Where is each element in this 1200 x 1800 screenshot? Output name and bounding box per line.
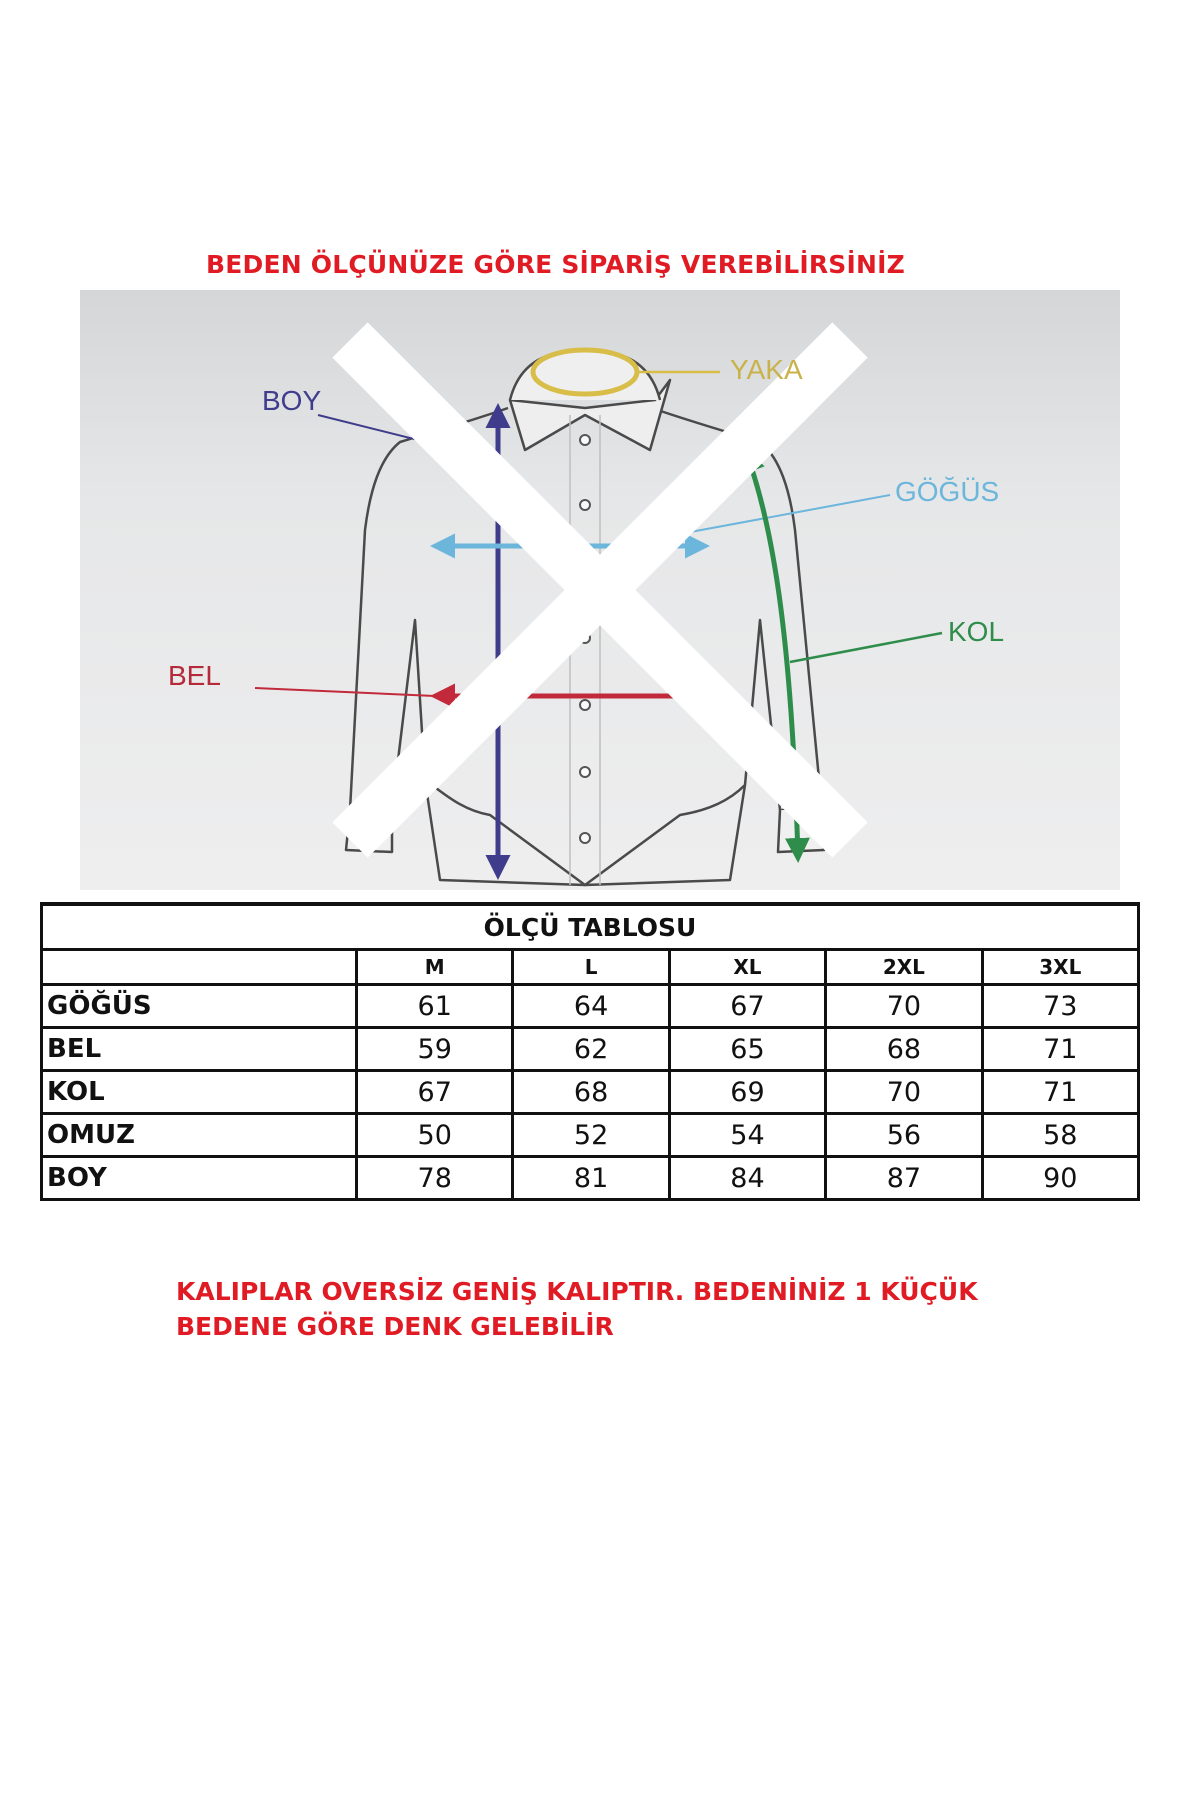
label-gogus: GÖĞÜS <box>895 476 1000 507</box>
table-cell: 71 <box>982 1071 1138 1114</box>
table-cell: 68 <box>826 1028 982 1071</box>
table-cell: 69 <box>669 1071 825 1114</box>
fit-note-line1: KALIPLAR OVERSİZ GENİŞ KALIPTIR. BEDENİNİZ 1 KÜÇÜK <box>176 1277 978 1306</box>
header-empty <box>42 950 357 985</box>
close-icon[interactable] <box>80 290 1120 890</box>
table-cell: 61 <box>357 985 513 1028</box>
table-cell: 73 <box>982 985 1138 1028</box>
table-cell: 81 <box>513 1157 669 1200</box>
table-cell: 90 <box>982 1157 1138 1200</box>
table-row-omuz <box>42 1114 1139 1157</box>
table-cell: 56 <box>826 1114 982 1157</box>
table-row-boy <box>42 1157 1139 1200</box>
size-header-3xl: 3XL <box>982 950 1138 985</box>
table-cell: 70 <box>826 985 982 1028</box>
table-cell: 58 <box>982 1114 1138 1157</box>
table-cell: 67 <box>669 985 825 1028</box>
label-boy: BOY <box>262 385 322 416</box>
fit-note <box>176 1274 1076 1344</box>
metric-label: BOY <box>42 1157 357 1200</box>
shirt-measurement-diagram <box>80 290 1120 890</box>
label-yaka: YAKA <box>730 354 803 385</box>
table-cell: 65 <box>669 1028 825 1071</box>
size-table <box>40 902 1140 1201</box>
table-cell: 70 <box>826 1071 982 1114</box>
size-header-m: M <box>357 950 513 985</box>
table-cell: 68 <box>513 1071 669 1114</box>
table-cell: 67 <box>357 1071 513 1114</box>
table-cell: 59 <box>357 1028 513 1071</box>
table-cell: 71 <box>982 1028 1138 1071</box>
table-row-gogus <box>42 985 1139 1028</box>
metric-label: OMUZ <box>42 1114 357 1157</box>
headline: BEDEN ÖLÇÜNÜZE GÖRE SİPARİŞ VEREBİLİRSİNİZ <box>206 250 905 279</box>
metric-label: KOL <box>42 1071 357 1114</box>
table-cell: 84 <box>669 1157 825 1200</box>
size-header-row <box>42 950 1139 985</box>
metric-label: GÖĞÜS <box>42 985 357 1028</box>
metric-label: BEL <box>42 1028 357 1071</box>
table-cell: 52 <box>513 1114 669 1157</box>
table-cell: 62 <box>513 1028 669 1071</box>
size-header-xl: XL <box>669 950 825 985</box>
fit-note-line2: BEDENE GÖRE DENK GELEBİLİR <box>176 1312 614 1341</box>
table-row-kol <box>42 1071 1139 1114</box>
table-cell: 78 <box>357 1157 513 1200</box>
size-header-l: L <box>513 950 669 985</box>
table-row-bel <box>42 1028 1139 1071</box>
table-cell: 54 <box>669 1114 825 1157</box>
table-cell: 87 <box>826 1157 982 1200</box>
size-header-2xl: 2XL <box>826 950 982 985</box>
table-cell: 50 <box>357 1114 513 1157</box>
label-kol: KOL <box>948 616 1005 647</box>
table-cell: 64 <box>513 985 669 1028</box>
label-bel: BEL <box>168 660 221 691</box>
table-title: ÖLÇÜ TABLOSU <box>42 904 1139 950</box>
